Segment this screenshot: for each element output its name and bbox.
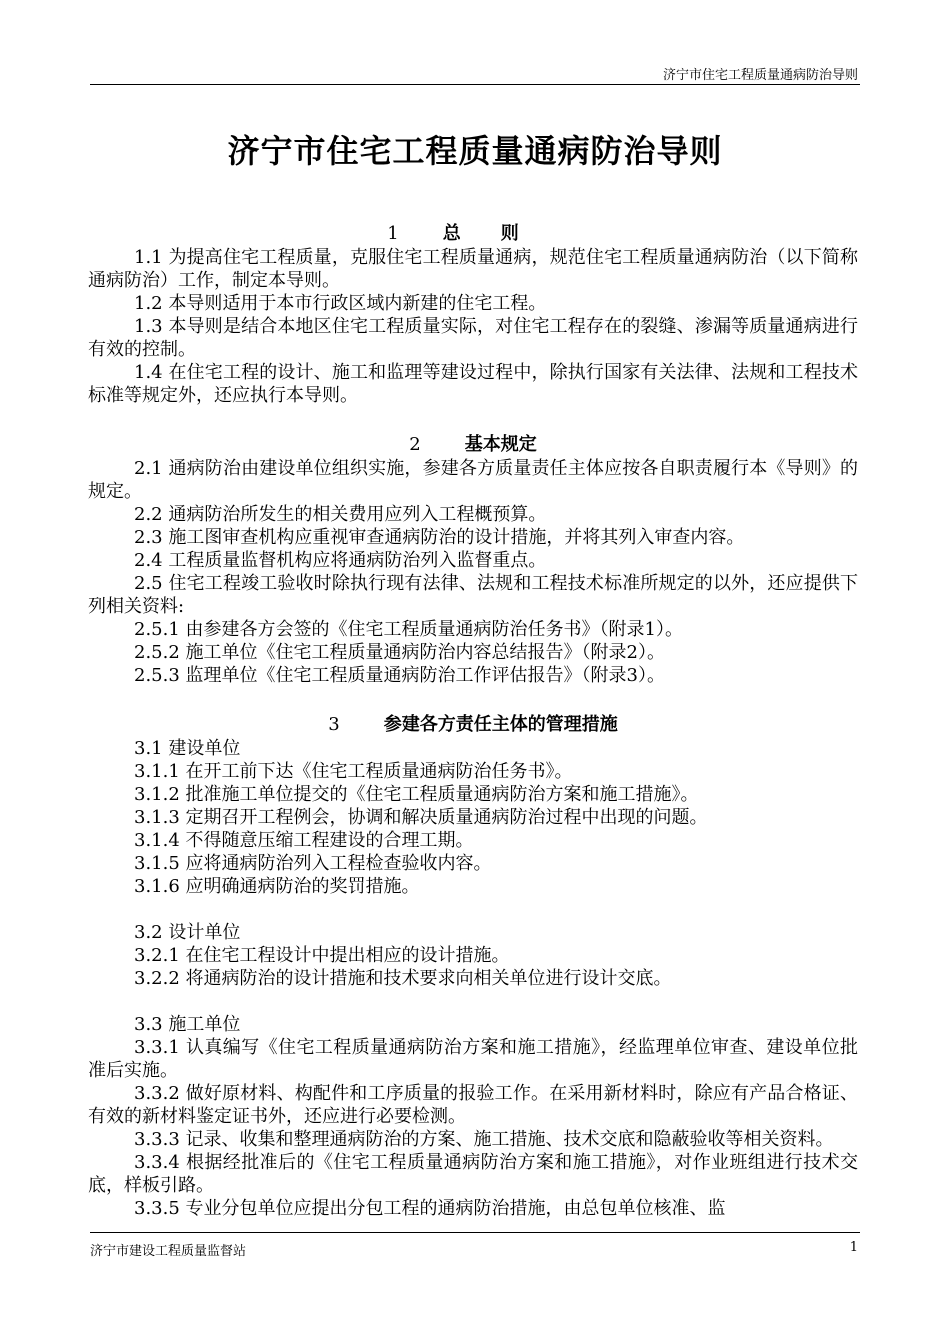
paragraph: 2.1 通病防治由建设单位组织实施，参建各方质量责任主体应按各自职责履行本《导则》的规定。 bbox=[88, 458, 858, 502]
section-title: 基本规定 bbox=[464, 434, 537, 455]
header-rule bbox=[90, 84, 860, 85]
section-number: 3 bbox=[328, 714, 340, 735]
list-item: 2.5.2 施工单位《住宅工程质量通病防治内容总结报告》（附录2）。 bbox=[134, 642, 665, 663]
page-number: 1 bbox=[849, 1240, 858, 1255]
section-3-heading bbox=[88, 711, 858, 737]
paragraph: 1.3 本导则是结合本地区住宅工程质量实际，对住宅工程存在的裂缝、渗漏等质量通病进行有效的控制。 bbox=[88, 316, 858, 360]
section-number: 2 bbox=[409, 434, 421, 455]
subsection-heading: 3.1 建设单位 bbox=[134, 738, 241, 759]
list-item: 3.1.3 定期召开工程例会，协调和解决质量通病防治过程中出现的问题。 bbox=[134, 807, 708, 828]
footer-rule bbox=[90, 1232, 860, 1233]
subsection-heading: 3.3 施工单位 bbox=[134, 1014, 241, 1035]
document-body bbox=[88, 220, 858, 1220]
section-number: 1 bbox=[387, 223, 399, 244]
list-item: 3.1.6 应明确通病防治的奖罚措施。 bbox=[134, 876, 420, 897]
paragraph: 2.3 施工图审查机构应重视审查通病防治的设计措施，并将其列入审查内容。 bbox=[134, 527, 745, 548]
list-item: 3.1.1 在开工前下达《住宅工程质量通病防治任务书》。 bbox=[134, 761, 573, 782]
subsection-heading: 3.2 设计单位 bbox=[134, 922, 241, 943]
section-title: 参建各方责任主体的管理措施 bbox=[383, 714, 618, 735]
spacer bbox=[88, 990, 858, 1013]
paragraph: 2.2 通病防治所发生的相关费用应列入工程概预算。 bbox=[134, 504, 547, 525]
spacer bbox=[88, 407, 858, 431]
list-item: 3.1.4 不得随意压缩工程建设的合理工期。 bbox=[134, 830, 474, 851]
section-title: 总则 bbox=[442, 223, 559, 244]
list-item: 2.5.1 由参建各方会签的《住宅工程质量通病防治任务书》（附录1）。 bbox=[134, 619, 683, 640]
spacer bbox=[88, 687, 858, 711]
paragraph: 1.2 本导则适用于本市行政区域内新建的住宅工程。 bbox=[134, 293, 547, 314]
paragraph: 1.4 在住宅工程的设计、施工和监理等建设过程中，除执行国家有关法律、法规和工程技术标准等规定外，还应执行本导则。 bbox=[88, 362, 858, 406]
paragraph: 2.5 住宅工程竣工验收时除执行现有法律、法规和工程技术标准所规定的以外，还应提供下列相关资料: bbox=[88, 573, 858, 617]
header-text: 济宁市住宅工程质量通病防治导则 bbox=[662, 68, 858, 83]
document-title: 济宁市住宅工程质量通病防治导则 bbox=[227, 132, 723, 170]
paragraph: 1.1 为提高住宅工程质量，克服住宅工程质量通病，规范住宅工程质量通病防治（以下简称通病防治）工作，制定本导则。 bbox=[88, 247, 858, 291]
list-item: 3.2.1 在住宅工程设计中提出相应的设计措施。 bbox=[134, 945, 510, 966]
footer-organization: 济宁市建设工程质量监督站 bbox=[90, 1244, 247, 1259]
list-item: 3.2.2 将通病防治的设计措施和技术要求向相关单位进行设计交底。 bbox=[134, 968, 672, 989]
paragraph: 2.4 工程质量监督机构应将通病防治列入监督重点。 bbox=[134, 550, 547, 571]
list-item: 3.1.2 批准施工单位提交的《住宅工程质量通病防治方案和施工措施》。 bbox=[134, 784, 699, 805]
list-item: 2.5.3 监理单位《住宅工程质量通病防治工作评估报告》（附录3）。 bbox=[134, 665, 665, 686]
section-2-heading bbox=[88, 431, 858, 457]
spacer bbox=[88, 898, 858, 921]
list-item: 3.1.5 应将通病防治列入工程检查验收内容。 bbox=[134, 853, 492, 874]
paragraph: 3.3.4 根据经批准后的《住宅工程质量通病防治方案和施工措施》，对作业班组进行技术交底，样板引路。 bbox=[88, 1152, 858, 1196]
paragraph: 3.3.2 做好原材料、构配件和工序质量的报验工作。在采用新材料时，除应有产品合格证、有效的新材料鉴定证书外，还应进行必要检测。 bbox=[88, 1083, 858, 1127]
paragraph: 3.3.1 认真编写《住宅工程质量通病防治方案和施工措施》，经监理单位审查、建设单位批准后实施。 bbox=[88, 1037, 858, 1081]
section-1-heading bbox=[88, 220, 858, 246]
paragraph: 3.3.3 记录、收集和整理通病防治的方案、施工措施、技术交底和隐蔽验收等相关资料。 bbox=[134, 1129, 834, 1150]
paragraph: 3.3.5 专业分包单位应提出分包工程的通病防治措施，由总包单位核准、监 bbox=[134, 1198, 726, 1219]
